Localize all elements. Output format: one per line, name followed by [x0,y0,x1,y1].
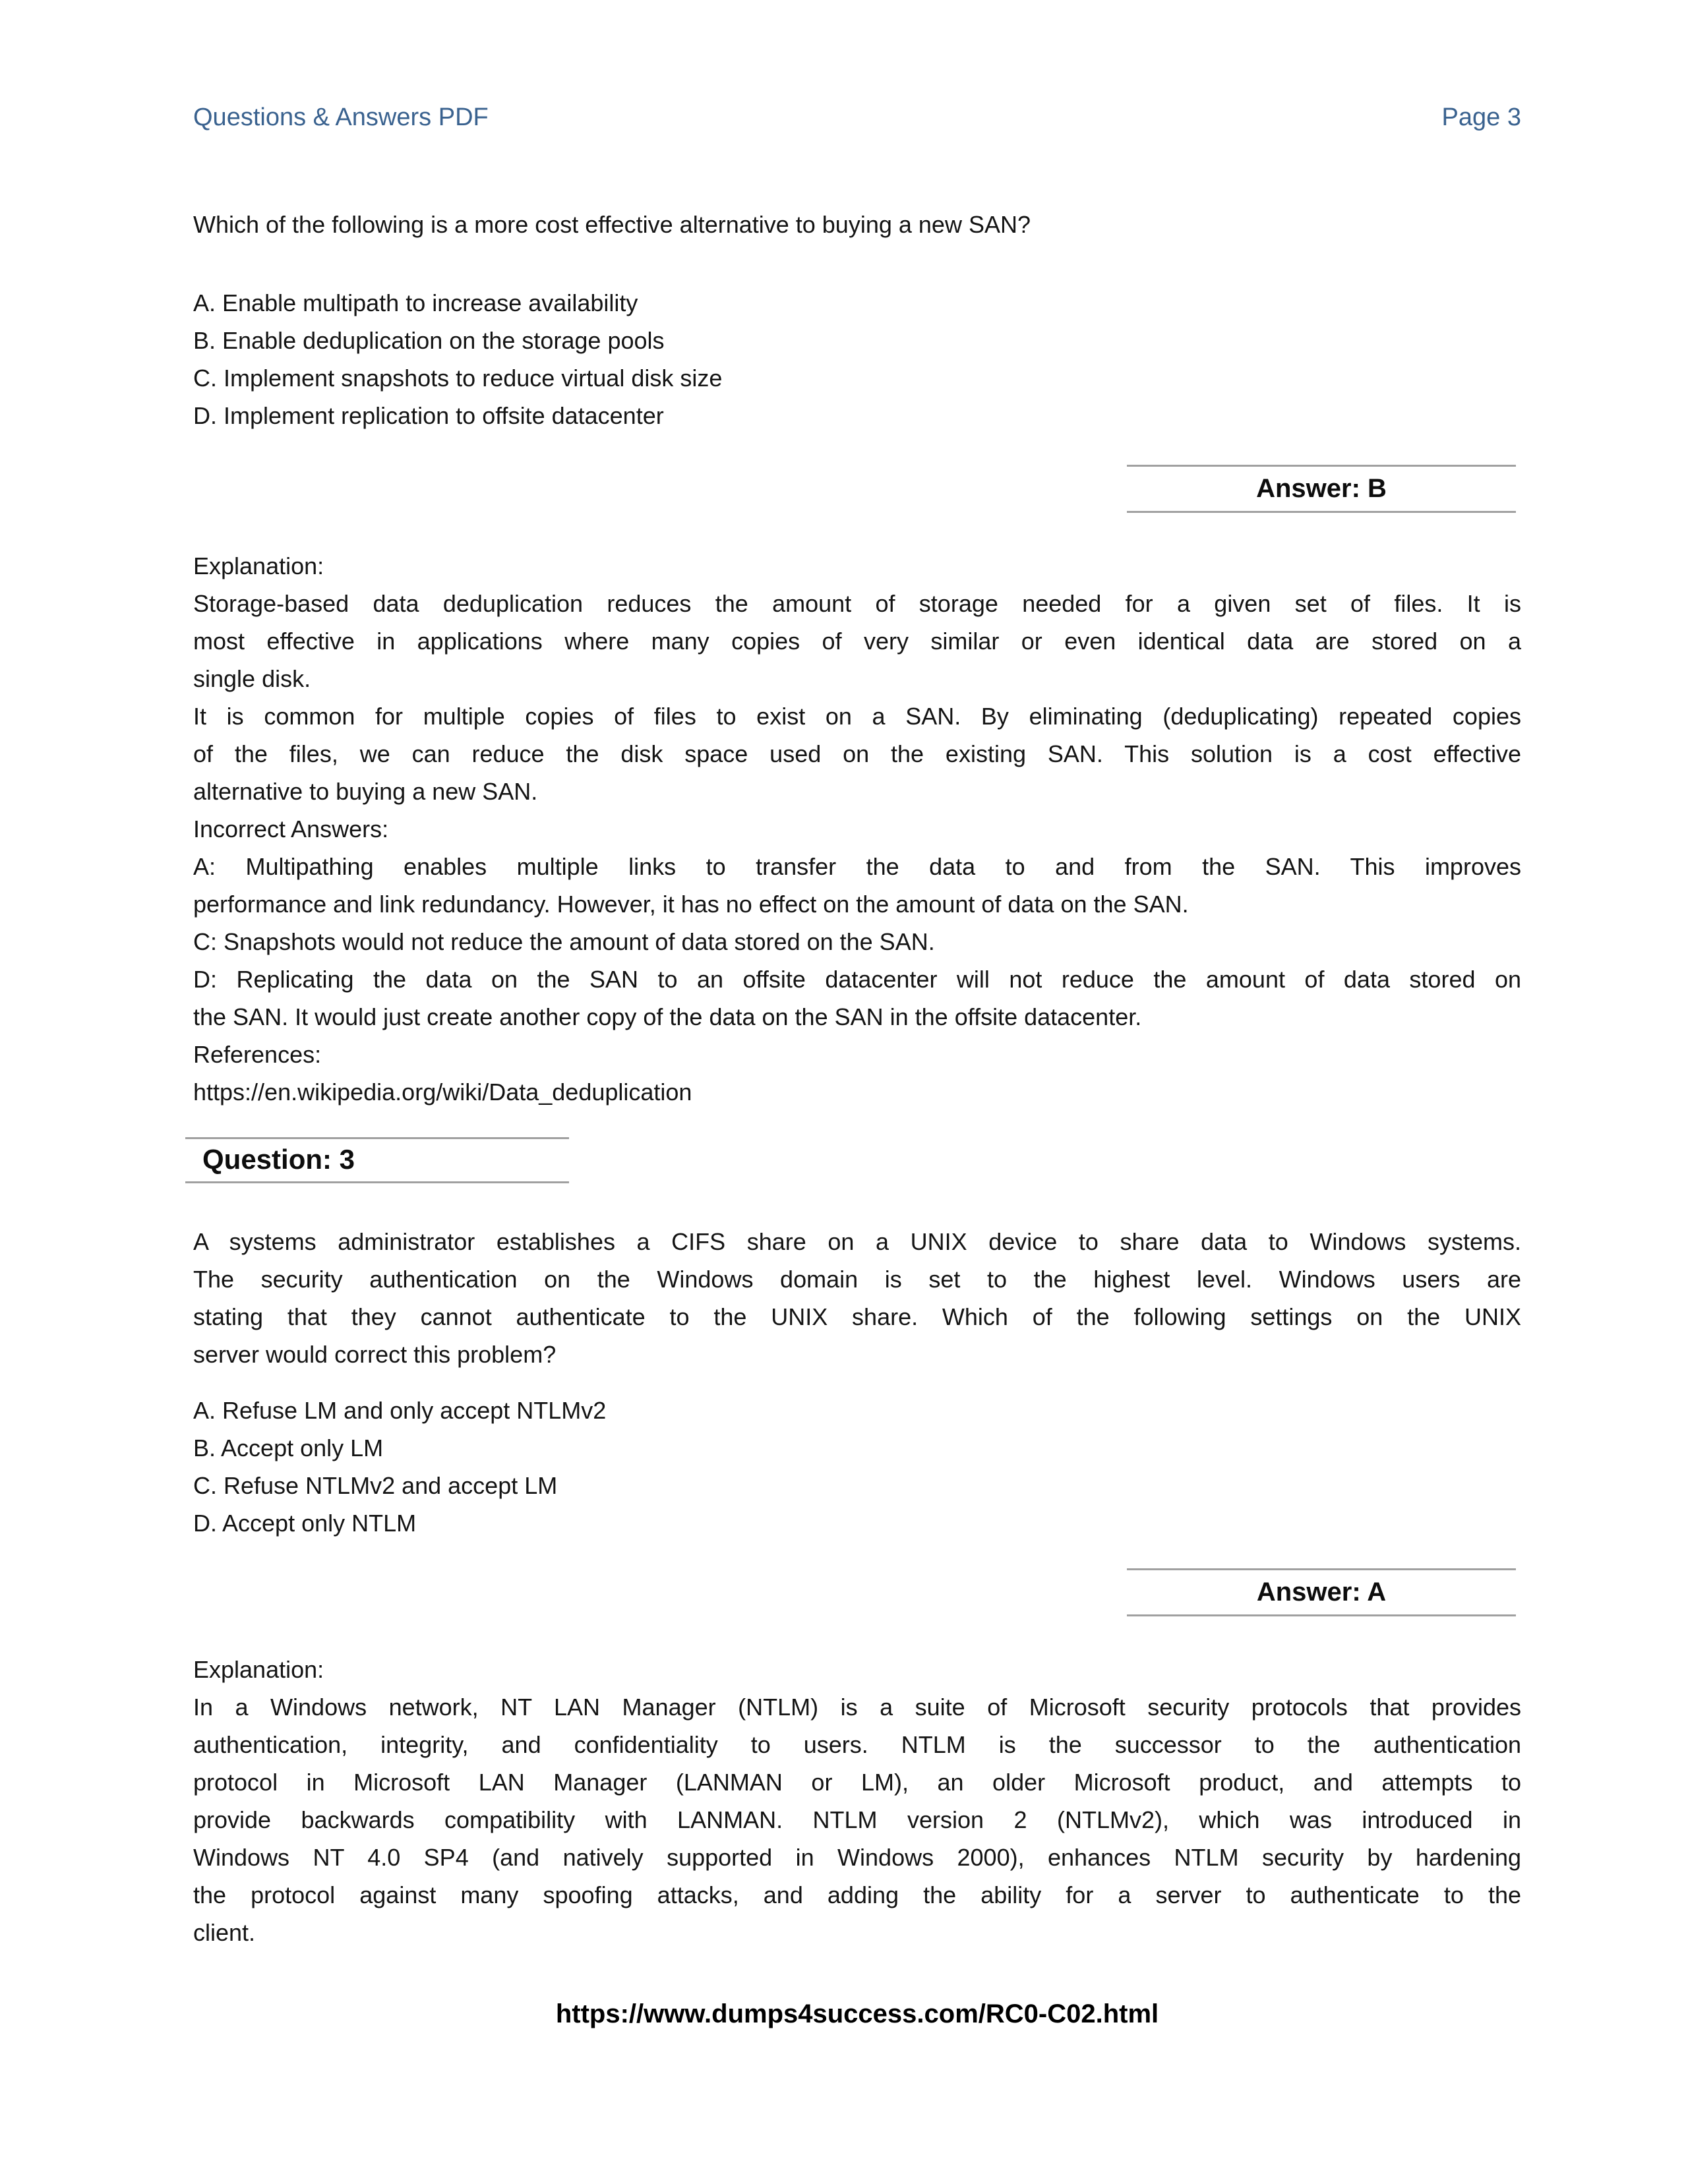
question3-options [193,1392,1521,1542]
question3-line: The security authentication on the Windows domain is set to the highest level. Windows users are [193,1266,1521,1293]
explanation-line: Windows NT 4.0 SP4 (and natively supported in Windows 2000), enhances NTLM security by hardening [193,1844,1521,1871]
explanation-line: protocol in Microsoft LAN Manager (LANMAN or LM), an older Microsoft product, and attempts to [193,1769,1521,1796]
explanation-line: alternative to buying a new SAN. [193,778,538,805]
question2-option-d: D. Implement replication to offsite datacenter [193,402,664,429]
question3-heading-box [185,1137,569,1183]
question3-explanation [193,1651,1521,1951]
header-title: Questions & Answers PDF [193,103,489,131]
incorrect-answers-heading: Incorrect Answers: [193,815,389,842]
question2-text: Which of the following is a more cost effective alternative to buying a new SAN? [193,211,1031,238]
question2-explanation [193,547,1521,1111]
question3-option-d: D. Accept only NTLM [193,1510,417,1537]
question3-line: A systems administrator establishes a CIFS share on a UNIX device to share data to Windows systems. [193,1228,1521,1255]
explanation-line: A: Multipathing enables multiple links to transfer the data to and from the SAN. This improves [193,853,1521,880]
question2-option-a: A. Enable multipath to increase availability [193,289,638,316]
explanation-line: In a Windows network, NT LAN Manager (NTLM) is a suite of Microsoft security protocols that provides [193,1694,1521,1721]
question3-option-a: A. Refuse LM and only accept NTLMv2 [193,1397,607,1424]
question3-heading: Question: 3 [202,1144,355,1175]
question3-text [193,1223,1521,1373]
explanation-line: authentication, integrity, and confidentiality to users. NTLM is the successor to the authentication [193,1731,1521,1758]
explanation-line: the SAN. It would just create another copy of the data on the SAN in the offsite datacenter. [193,1003,1142,1030]
page-content [193,103,1521,2030]
explanation-line: C: Snapshots would not reduce the amount of data stored on the SAN. [193,928,935,955]
explanation-line: performance and link redundancy. However, it has no effect on the amount of data on the SAN. [193,891,1189,918]
explanation-line: the protocol against many spoofing attacks, and adding the ability for a server to authenticate to the [193,1881,1521,1908]
page-header [193,103,1521,132]
question2-options [193,284,1521,434]
question3-option-c: C. Refuse NTLMv2 and accept LM [193,1472,558,1499]
question2-option-c: C. Implement snapshots to reduce virtual disk size [193,365,723,392]
reference-url: https://en.wikipedia.org/wiki/Data_deduplication [193,1078,692,1106]
question3-line: stating that they cannot authenticate to the UNIX share. Which of the following settings on the UNIX [193,1303,1521,1330]
explanation-line: Storage-based data deduplication reduces the amount of storage needed for a given set of files. It is [193,590,1521,617]
explanation-heading: Explanation: [193,1656,324,1683]
explanation-line: single disk. [193,665,311,692]
explanation-line: most effective in applications where many copies of very similar or even identical data are stored on a [193,628,1521,655]
question3-answer-box [1127,1568,1516,1616]
explanation-line: provide backwards compatibility with LANMAN. NTLM version 2 (NTLMv2), which was introduced in [193,1806,1521,1833]
explanation-line: It is common for multiple copies of files to exist on a SAN. By eliminating (deduplicating) repeated copies [193,703,1521,730]
explanation-line: D: Replicating the data on the SAN to an offsite datacenter will not reduce the amount of data stored on [193,966,1521,993]
question2-answer-label: Answer: B [1256,474,1387,503]
question2-option-b: B. Enable deduplication on the storage pools [193,327,665,354]
explanation-line: of the files, we can reduce the disk space used on the existing SAN. This solution is a cost effective [193,740,1521,767]
question2-answer-box [1127,465,1516,513]
question3-option-b: B. Accept only LM [193,1434,384,1461]
explanation-heading: Explanation: [193,552,324,579]
page-number: Page 3 [1441,103,1521,131]
question3-answer-label: Answer: A [1256,1578,1387,1607]
question3-line: server would correct this problem? [193,1341,557,1368]
footer-url: https://www.dumps4success.com/RC0-C02.html [555,1999,1159,2028]
references-heading: References: [193,1041,322,1068]
explanation-line: client. [193,1919,256,1946]
